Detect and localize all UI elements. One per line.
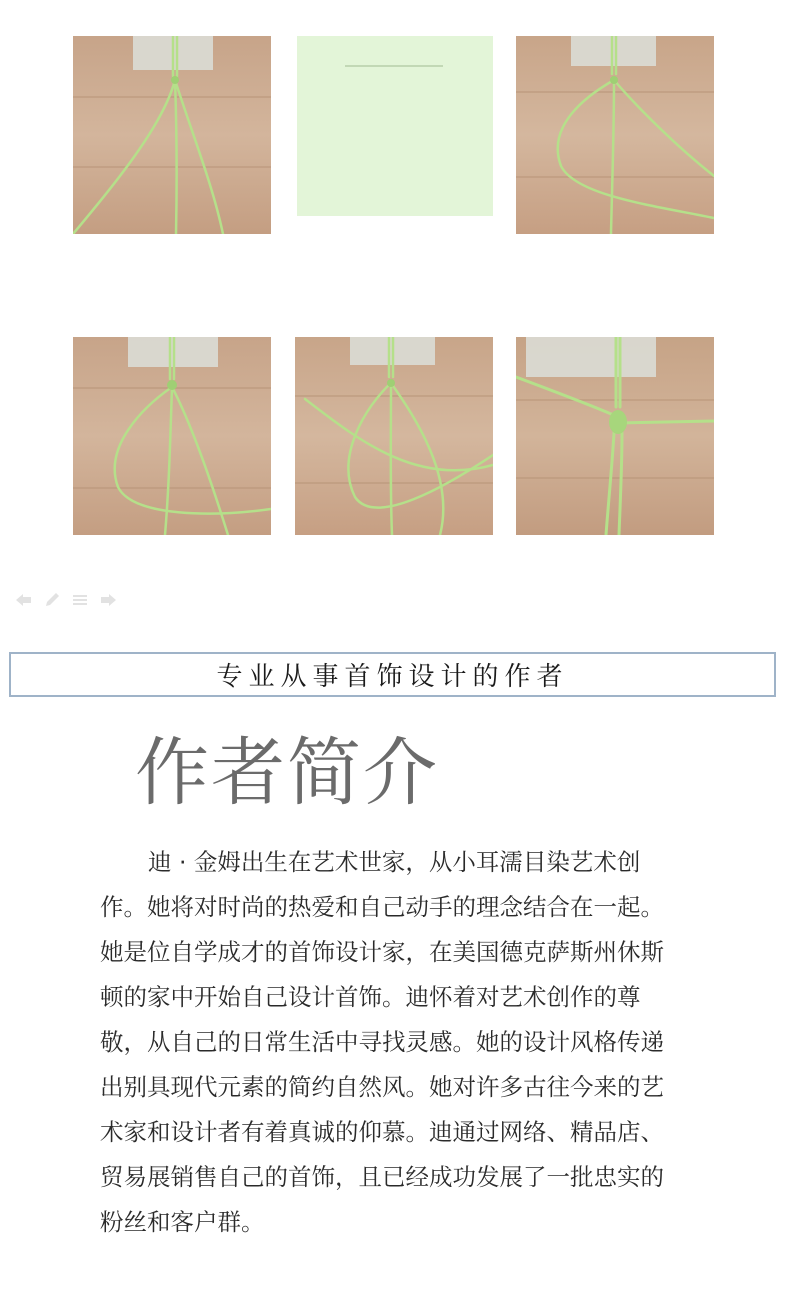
bio-line: 作。她将对时尚的热爱和自己动手的理念结合在一起。	[100, 893, 664, 921]
section-title: 作者简介	[135, 730, 439, 816]
bio-line: 敬，从自己的日常生活中寻找灵感。她的设计风格传递	[100, 1028, 664, 1056]
bio-line: 出别具现代元素的简约自然风。她对许多古往今来的艺	[100, 1073, 664, 1101]
page-nav	[14, 590, 118, 610]
author-bio	[100, 840, 700, 1245]
step-2-placeholder	[295, 36, 493, 234]
bio-line: 术家和设计者有着真诚的仰慕。迪通过网络、精品店、	[100, 1118, 664, 1146]
edit-pencil-icon[interactable]	[42, 591, 62, 609]
bio-line: 迪 · 金姆出生在艺术世家，从小耳濡目染艺术创	[148, 848, 641, 876]
step-5-photo	[295, 337, 493, 535]
step-6-photo	[516, 337, 714, 535]
step-3-photo	[516, 36, 714, 234]
forward-arrow-icon[interactable]	[98, 591, 118, 609]
bio-line: 粉丝和客户群。	[100, 1208, 265, 1236]
back-arrow-icon[interactable]	[14, 591, 34, 609]
step-1-photo	[73, 36, 271, 234]
bio-line: 顿的家中开始自己设计首饰。迪怀着对艺术创作的尊	[100, 983, 641, 1011]
bio-line: 贸易展销售自己的首饰，且已经成功发展了一批忠实的	[100, 1163, 664, 1191]
tagline-text: 专业从事首饰设计的作者	[216, 662, 569, 692]
list-icon[interactable]	[70, 591, 90, 609]
step-4-photo	[73, 337, 271, 535]
bio-line: 她是位自学成才的首饰设计家，在美国德克萨斯州休斯	[100, 938, 664, 966]
tagline-banner	[9, 652, 776, 697]
